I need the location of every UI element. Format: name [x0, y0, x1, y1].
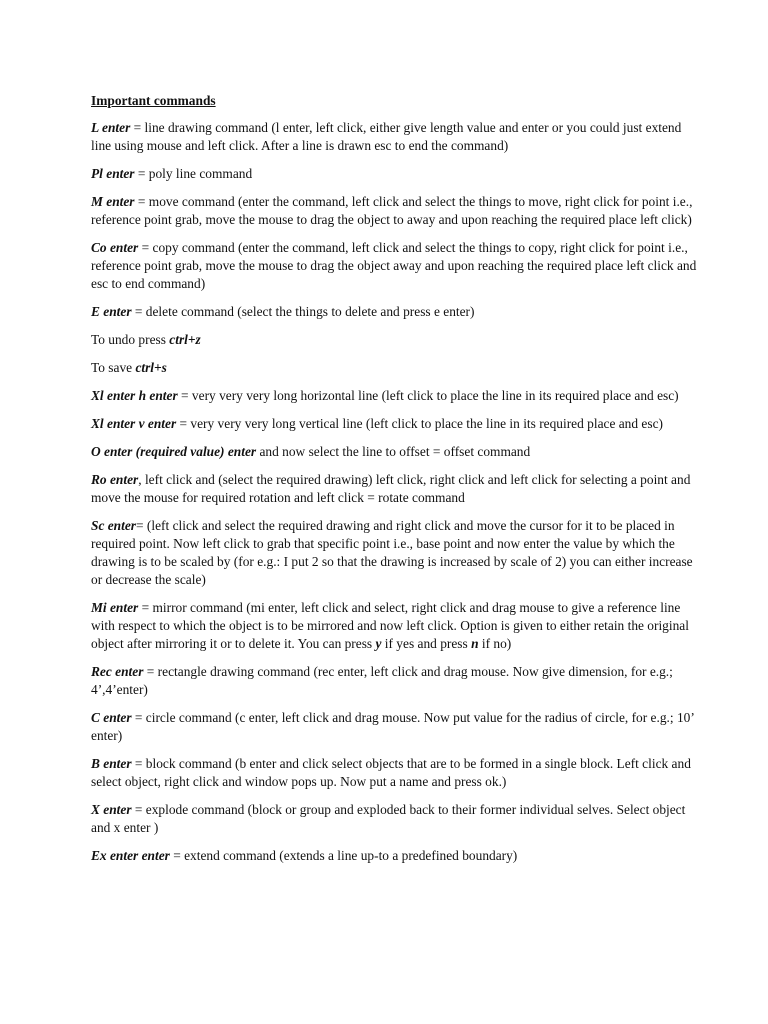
entry-rotate [91, 471, 698, 507]
entry-undo [91, 331, 698, 349]
shortcut-key: ctrl+z [169, 332, 201, 347]
entry-scale [91, 517, 698, 589]
entry-xline-horizontal [91, 387, 698, 405]
command-description: if no) [478, 636, 512, 651]
entry-block [91, 755, 698, 791]
command-description: = circle command (c enter, left click and drag mouse. Now put value for the radius of circle, for e.g.; 10’ enter) [91, 710, 694, 743]
command-name: Co enter [91, 240, 139, 255]
command-description: = poly line command [134, 166, 253, 181]
command-description: and now select the line to offset = offset command [256, 444, 531, 459]
command-name: Ro enter [91, 472, 139, 487]
option-key-no: n [471, 636, 479, 651]
command-name: L enter [91, 120, 131, 135]
command-description: = move command (enter the command, left click and select the things to move, right click for point i.e., reference point grab, move the mouse to drag the object to away and upon reaching the required place left click) [91, 194, 693, 227]
command-name: O enter (required value) enter [91, 444, 257, 459]
command-description: = very very very long vertical line (left click to place the line in its required place and esc) [176, 416, 663, 431]
command-name: B enter [91, 756, 132, 771]
command-description: = block command (b enter and click select objects that are to be formed in a single block. Left click and select object, right click and window pops up. Now put a name and press ok.) [91, 756, 691, 789]
page-title: Important commands [91, 93, 216, 108]
entry-polyline [91, 165, 698, 183]
command-name: Ex enter enter [91, 848, 170, 863]
entry-move [91, 193, 698, 229]
entry-save [91, 359, 698, 377]
command-description: = delete command (select the things to delete and press e enter) [131, 304, 475, 319]
entry-delete [91, 303, 698, 321]
shortcut-text: To save [91, 360, 136, 375]
command-name: Rec enter [91, 664, 144, 679]
command-description: = very very very long horizontal line (left click to place the line in its required place and esc) [177, 388, 679, 403]
command-description: = line drawing command (l enter, left click, either give length value and enter or you could just extend line using mouse and left click. After a line is drawn esc to end the command) [91, 120, 682, 153]
command-name: Pl enter [91, 166, 135, 181]
command-description: = rectangle drawing command (rec enter, left click and drag mouse. Now give dimension, for e.g.; 4’,4’enter) [91, 664, 673, 697]
entry-mirror [91, 599, 698, 653]
entry-circle [91, 709, 698, 745]
entry-line [91, 119, 698, 155]
shortcut-key: ctrl+s [135, 360, 167, 375]
command-name: M enter [91, 194, 135, 209]
option-key-yes: y [375, 636, 382, 651]
command-description: , left click and (select the required drawing) left click, right click and left click for selecting a point and move the mouse for required rotation and left click = rotate command [91, 472, 691, 505]
command-description: = mirror command (mi enter, left click and select, right click and drag mouse to give a reference line with respect to which the object is to be mirrored and now left click. Option is given to either retain the original object after mirroring it or to delete it. You can press [91, 600, 689, 651]
command-description: = copy command (enter the command, left click and select the things to copy, right click for point i.e., reference point grab, move the mouse to drag the object away and upon reaching the required place left click and esc to end command) [91, 240, 697, 291]
entry-extend [91, 847, 698, 865]
command-name: Sc enter [91, 518, 137, 533]
entry-offset [91, 443, 698, 461]
command-name: Xl enter h enter [91, 388, 178, 403]
shortcut-text: To undo press [91, 332, 170, 347]
command-name: Xl enter v enter [91, 416, 177, 431]
entry-rectangle [91, 663, 698, 699]
command-name: C enter [91, 710, 132, 725]
command-name: X enter [91, 802, 132, 817]
entry-copy [91, 239, 698, 293]
command-description: = (left click and select the required drawing and right click and move the cursor for it to be placed in required point. Now left click to grab that specific point i.e., base point and now enter the value by which the drawing is to be scaled by (for e.g.: I put 2 so that the drawing is increased by scale of 2) you can either increase or decrease the scale) [91, 518, 693, 587]
entry-explode [91, 801, 698, 837]
entry-xline-vertical [91, 415, 698, 433]
command-name: E enter [91, 304, 132, 319]
command-name: Mi enter [91, 600, 139, 615]
command-description: = explode command (block or group and exploded back to their former individual selves. Select object and x enter ) [91, 802, 686, 835]
command-description: = extend command (extends a line up-to a predefined boundary) [169, 848, 518, 863]
command-description: if yes and press [381, 636, 472, 651]
